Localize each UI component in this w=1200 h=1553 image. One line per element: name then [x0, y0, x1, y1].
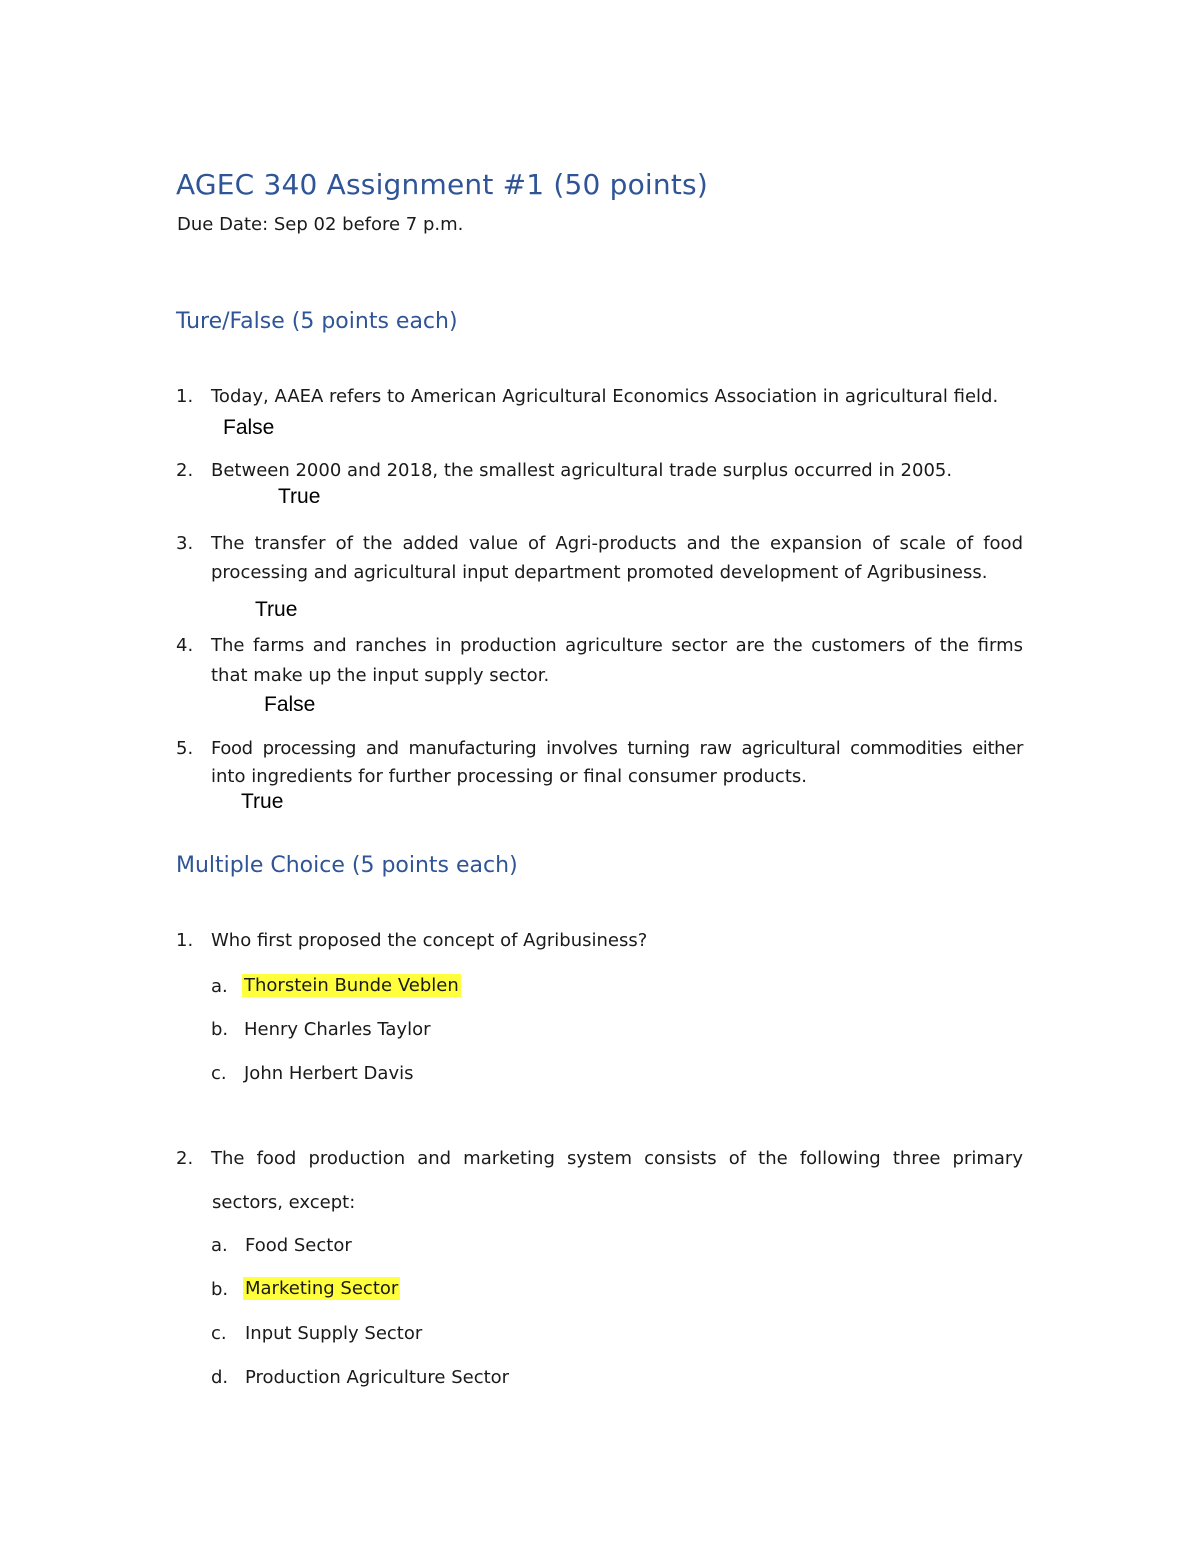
tf-question-text: Today, AAEA refers to American Agricultural Economics Association in agricultural field.	[211, 386, 999, 407]
option-text: Input Supply Sector	[245, 1323, 423, 1344]
tf-answer: False	[264, 693, 316, 716]
highlighted-answer: Marketing Sector	[245, 1278, 399, 1299]
mc-question-text: Who first proposed the concept of Agribusiness?	[211, 930, 648, 951]
tf-question-text-continued: into ingredients for further processing or final consumer products.	[211, 766, 807, 787]
tf-answer: False	[223, 416, 275, 439]
option-letter: c.	[211, 1323, 227, 1344]
assignment-title: AGEC 340 Assignment #1 (50 points)	[176, 168, 708, 201]
tf-question-number: 5.	[176, 738, 194, 759]
option-text-highlighted	[244, 975, 461, 996]
tf-question-text: The farms and ranches in production agriculture sector are the customers of the firms	[211, 635, 1023, 656]
option-letter: c.	[211, 1063, 227, 1084]
option-letter: b.	[211, 1279, 229, 1300]
option-text: John Herbert Davis	[244, 1063, 414, 1084]
tf-question-number: 2.	[176, 460, 194, 481]
tf-question-text: The transfer of the added value of Agri-products and the expansion of scale of food	[211, 533, 1023, 554]
mc-question-text: The food production and marketing system consists of the following three primary	[211, 1148, 1023, 1169]
tf-question-text-continued: processing and agricultural input department promoted development of Agribusiness.	[211, 562, 988, 583]
tf-question-number: 3.	[176, 533, 194, 554]
tf-question-number: 1.	[176, 386, 194, 407]
due-date: Due Date: Sep 02 before 7 p.m.	[177, 214, 464, 235]
tf-question-text: Between 2000 and 2018, the smallest agricultural trade surplus occurred in 2005.	[211, 460, 953, 481]
option-letter: a.	[211, 1235, 228, 1256]
true-false-heading: Ture/False (5 points each)	[176, 309, 458, 334]
option-text: Henry Charles Taylor	[244, 1019, 431, 1040]
option-text: Production Agriculture Sector	[245, 1367, 510, 1388]
option-text-highlighted	[245, 1278, 400, 1299]
option-letter: d.	[211, 1367, 229, 1388]
tf-answer: True	[278, 485, 321, 508]
multiple-choice-heading: Multiple Choice (5 points each)	[176, 853, 518, 878]
option-letter: a.	[211, 976, 228, 997]
tf-question-text-continued: that make up the input supply sector.	[211, 665, 550, 686]
mc-question-text-continued: sectors, except:	[212, 1192, 356, 1213]
option-text: Food Sector	[245, 1235, 352, 1256]
tf-answer: True	[241, 790, 284, 813]
tf-question-text: Food processing and manufacturing involves turning raw agricultural commodities either	[211, 738, 1023, 759]
option-letter: b.	[211, 1019, 229, 1040]
mc-question-number: 2.	[176, 1148, 194, 1169]
highlighted-answer: Thorstein Bunde Veblen	[244, 975, 459, 996]
tf-answer: True	[255, 598, 298, 621]
tf-question-number: 4.	[176, 635, 194, 656]
mc-question-number: 1.	[176, 930, 194, 951]
